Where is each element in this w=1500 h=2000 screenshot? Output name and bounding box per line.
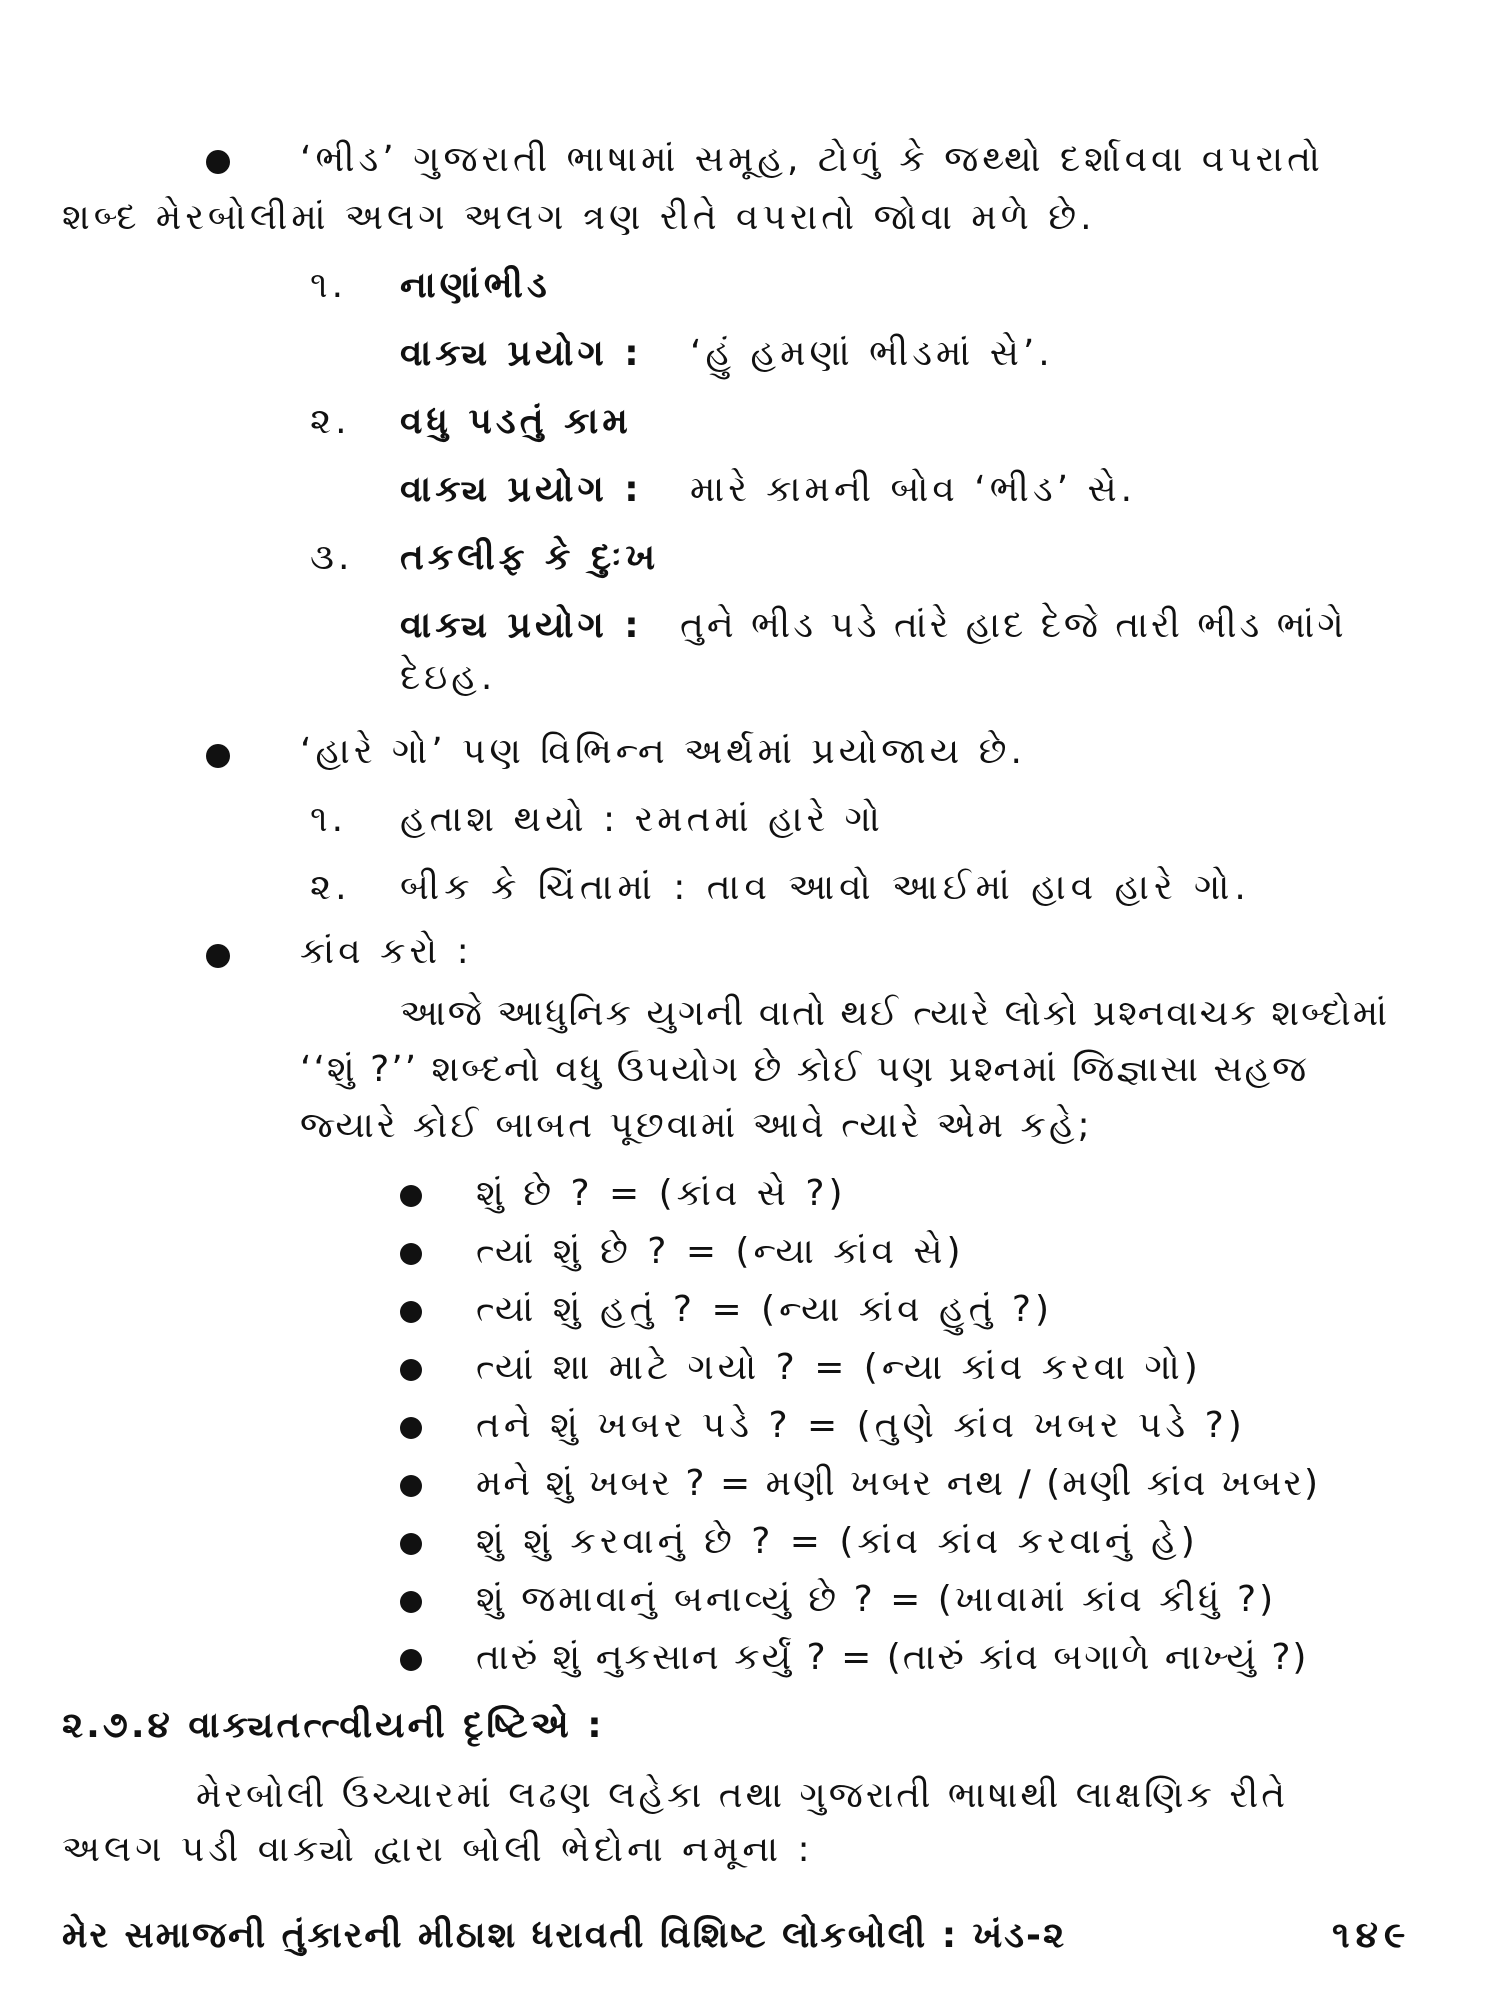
usage-text: તુને ભીડ પડે તાંરે હાદ દેજે તારી ભીડ ભાંગે	[680, 605, 1347, 646]
example-line: તને શું ખબર પડે ? = (તુણે કાંવ ખબર પડે ?)	[476, 1405, 1246, 1446]
intro-line-2: શબ્દ મેરબોલીમાં અલગ અલગ ત્રણ રીતે વપરાતો જોવા મળે છે.	[62, 197, 1096, 238]
bullet	[400, 1417, 422, 1439]
section-line-2: અલગ પડી વાક્યો દ્વારા બોલી ભેદોના નમૂના :	[62, 1829, 814, 1870]
bullet	[400, 1591, 422, 1613]
example-line: શું જમાવાનું બનાવ્યું છે ? = (ખાવામાં કાંવ કીધું ?)	[476, 1579, 1277, 1620]
example-line: મને શું ખબર ? = મણી ખબર નથ / (મણી કાંવ ખબર)	[476, 1463, 1320, 1504]
bullet	[400, 1475, 422, 1497]
bullet	[400, 1185, 422, 1207]
item-number: ૧.	[310, 265, 348, 306]
bullet	[400, 1649, 422, 1671]
example-line: ત્યાં શું હતું ? = (ન્યા કાંવ હુતું ?)	[476, 1289, 1054, 1330]
item-number: ૩.	[310, 537, 354, 578]
usage-text: મારે કામની બોવ ‘ભીડ’ સે.	[690, 469, 1137, 510]
bullet	[206, 944, 230, 968]
item-title: વધુ પડતું કામ	[400, 401, 632, 442]
example-line: ત્યાં શું છે ? = (ન્યા કાંવ સે)	[476, 1231, 965, 1272]
bullet	[400, 1243, 422, 1265]
item-number: ૧.	[310, 799, 348, 840]
bullet	[400, 1533, 422, 1555]
bullet	[206, 744, 230, 768]
usage-text: ‘હું હમણાં ભીડમાં સે’.	[690, 333, 1054, 374]
section-heading: ૨.૭.૪ વાક્યતત્ત્વીયની દૃષ્ટિએ :	[62, 1705, 605, 1746]
kanv-karo-para-line-2: ‘‘શું ?’’ શબ્દનો વધુ ઉપયોગ છે કોઈ પણ પ્રશ્નમાં જિજ્ઞાસા સહજ	[300, 1049, 1309, 1090]
example-line: શું શું કરવાનું છે ? = (કાંવ કાંવ કરવાનું હે)	[476, 1521, 1199, 1562]
hare-go-intro: ‘હારે ગો’ પણ વિભિન્ન અર્થમાં પ્રયોજાય છે.	[300, 731, 1026, 772]
bullet	[400, 1301, 422, 1323]
usage-label: વાક્ય પ્રયોગ :	[400, 333, 643, 374]
bullet	[400, 1359, 422, 1381]
item-title: નાણાંભીડ	[400, 265, 551, 306]
footer-title: મેર સમાજની તુંકારની મીઠાશ ધરાવતી વિશિષ્ટ લોકબોલી : ખંડ-૨	[62, 1915, 1067, 1956]
example-line: તારું શું નુકસાન કર્યું ? = (તારું કાંવ બગાળે નાખ્યું ?)	[476, 1637, 1309, 1678]
page-number: ૧૪૯	[1332, 1915, 1412, 1956]
item-number: ૨.	[310, 867, 351, 908]
example-line: ત્યાં શા માટે ગયો ? = (ન્યા કાંવ કરવા ગો)	[476, 1347, 1202, 1388]
hare-go-item: હતાશ થયો : રમતમાં હારે ગો	[400, 799, 884, 840]
kanv-karo-para-line-3: જ્યારે કોઈ બાબત પૂછવામાં આવે ત્યારે એમ કહે;	[300, 1105, 1093, 1146]
section-line-1: મેરબોલી ઉચ્ચારમાં લઢણ લહેકા તથા ગુજરાતી ભાષાથી લાક્ષણિક રીતે	[196, 1775, 1289, 1816]
usage-label: વાક્ય પ્રયોગ :	[400, 605, 643, 646]
usage-label: વાક્ય પ્રયોગ :	[400, 469, 643, 510]
example-line: શું છે ? = (કાંવ સે ?)	[476, 1173, 847, 1214]
item-title: તકલીફ કે દુઃખ	[400, 537, 660, 578]
item-number: ૨.	[310, 401, 351, 442]
hare-go-item: બીક કે ચિંતામાં : તાવ આવો આઈમાં હાવ હારે ગો.	[400, 867, 1251, 908]
bullet	[206, 150, 230, 174]
usage-text-continued: દેઇહ.	[400, 657, 497, 698]
kanv-karo-para-line-1: આજે આધુનિક યુગની વાતો થઈ ત્યારે લોકો પ્રશ્નવાચક શબ્દોમાં	[400, 993, 1390, 1034]
intro-line-1: ‘ભીડ’ ગુજરાતી ભાષામાં સમૂહ, ટોળું કે જથ્થો દર્શાવવા વપરાતો	[300, 139, 1324, 180]
kanv-karo-title: કાંવ કરો :	[300, 931, 473, 972]
